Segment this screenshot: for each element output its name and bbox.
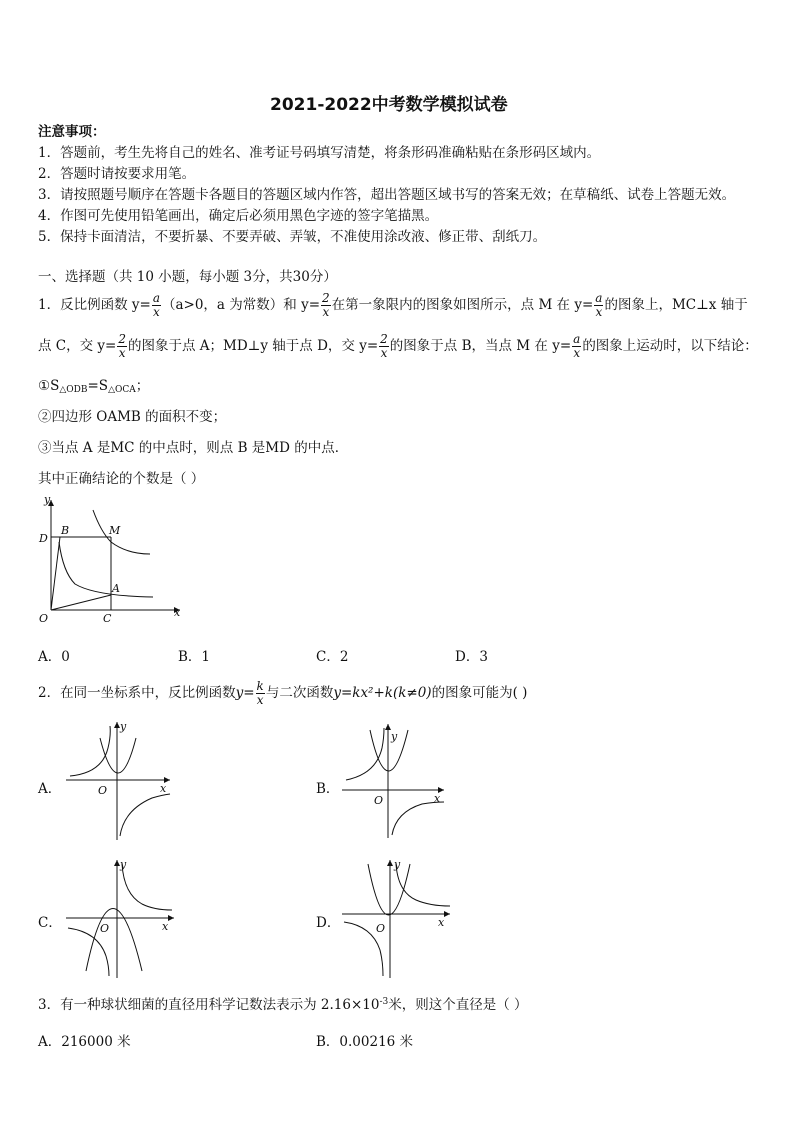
notice-item-3: 3．请按照题号顺序在答题卡各题目的答题区域内作答，超出答题区域书写的答案无效；在草稿纸、试卷上答题无效。 (38, 187, 736, 203)
label-x: x (160, 782, 167, 795)
q2-graph-a (62, 718, 177, 843)
q3-option-b: B．0.00216 米 (316, 1034, 414, 1050)
parabola (370, 730, 408, 771)
label-y: y (391, 730, 398, 743)
fraction: $\frac{a}{x}$ (595, 291, 603, 319)
x-axis-arrow (444, 911, 450, 917)
label-y: y (120, 858, 127, 871)
label-y: y (120, 720, 127, 733)
q1-conclusion-2: ②四边形 OAMB 的面积不变； (38, 409, 227, 425)
hyperbola-branch (120, 794, 170, 836)
hyperbola-branch (346, 728, 384, 780)
fraction: $\frac{a}{x}$ (152, 291, 160, 319)
label-D: D (39, 532, 48, 545)
q1-line-2: 点 C，交 y= $\frac{2}{x}$ 的图象于点 A；MD⊥y 轴于点 D，交 y= $\frac{2}{x}$ 的图象于点 B，当点 M 在 y= $\frac{a}{x}$ 的图象上运动时，以下结论： (38, 332, 758, 360)
label-A: A (112, 582, 120, 595)
q1-conclusion-3: ③当点 A 是MC 的中点时，则点 B 是MD 的中点． (38, 440, 349, 456)
q2-graph-c (62, 856, 182, 981)
q3-option-a: A．216000 米 (38, 1034, 131, 1050)
page-title: 2021-2022中考数学模拟试卷 (270, 95, 508, 115)
fraction: $\frac{a}{x}$ (573, 332, 581, 360)
q2-option-c: C． (38, 915, 62, 931)
q1-option-a: A．0 (38, 649, 70, 665)
label-O: O (98, 784, 108, 797)
label-C: C (103, 612, 112, 625)
q1-option-c: C．2 (316, 649, 349, 665)
q2-stem: 2．在同一坐标系中，反比例函数y= $\frac{k}{x}$ 与二次函数y=kx²+k(k≠0)的图象可能为( ) (38, 679, 528, 707)
label-y: y (44, 493, 51, 506)
x-axis-arrow (168, 915, 174, 921)
q1-option-b: B．1 (178, 649, 211, 665)
q3-stem: 3．有一种球状细菌的直径用科学记数法表示为 $2.16\times 10^{-3}$米，则这个直径是（ ） (38, 997, 528, 1013)
fraction: $\frac{2}{x}$ (118, 332, 126, 360)
hyperbola-branch (396, 864, 450, 906)
fraction: $\frac{2}{x}$ (322, 291, 330, 319)
fraction: $\frac{2}{x}$ (380, 332, 388, 360)
q2-graph-b (338, 720, 453, 842)
q1-conclusion-1: $①S_{\triangle ODB}=S_{\triangle OCA}$； (38, 378, 150, 395)
fraction: $\frac{k}{x}$ (256, 679, 264, 707)
q2-graph-d (338, 856, 458, 981)
label-x: x (434, 792, 441, 805)
parabola (100, 738, 136, 773)
q1-question: 其中正确结论的个数是（ ） (38, 471, 205, 487)
y-axis-arrow (387, 860, 393, 866)
curve-2-over-x (59, 542, 153, 597)
label-O: O (39, 612, 49, 625)
label-M: M (109, 524, 121, 537)
label-O: O (100, 922, 110, 935)
notice-item-1: 1．答题前，考生先将自己的姓名、准考证号码填写清楚，将条形码准确粘贴在条形码区域内。 (38, 145, 601, 161)
label-x: x (174, 606, 181, 619)
q2-option-d: D． (316, 915, 341, 931)
notice-item-2: 2．答题时请按要求用笔。 (38, 166, 196, 182)
segment-OB (51, 537, 60, 610)
notice-item-4: 4．作图可先使用铅笔画出，确定后必须用黑色字迹的签字笔描黑。 (38, 208, 439, 224)
label-x: x (438, 916, 445, 929)
notice-heading: 注意事项： (38, 124, 106, 140)
label-B: B (61, 524, 70, 537)
label-x: x (162, 920, 169, 933)
label-O: O (374, 794, 384, 807)
notice-item-5: 5．保持卡面清洁，不要折暴、不要弄破、弄皱，不准使用涂改液、修正带、刮纸刀。 (38, 229, 547, 245)
q1-figure (35, 492, 185, 627)
parabola (368, 864, 410, 915)
curve-a-over-x (93, 510, 150, 554)
hyperbola-branch (392, 802, 444, 835)
hyperbola-branch (68, 928, 109, 976)
label-O: O (376, 922, 386, 935)
q1-line-1: 1．反比例函数 y= $\frac{a}{x}$ （a>0，a 为常数）和 y= $\frac{2}{x}$ 在第一象限内的图象如图所示，点 M 在 y= $\frac{a}{x}$ 的图象上，MC⊥x 轴于 (38, 291, 748, 319)
hyperbola-branch (122, 864, 172, 910)
label-y: y (394, 858, 401, 871)
q2-option-b: B． (316, 781, 340, 797)
segment-OA (51, 595, 111, 610)
q2-option-a: A． (38, 781, 62, 797)
section-heading: 一、选择题（共 10 小题，每小题 3分，共30分） (38, 269, 337, 285)
q1-option-d: D．3 (455, 649, 488, 665)
